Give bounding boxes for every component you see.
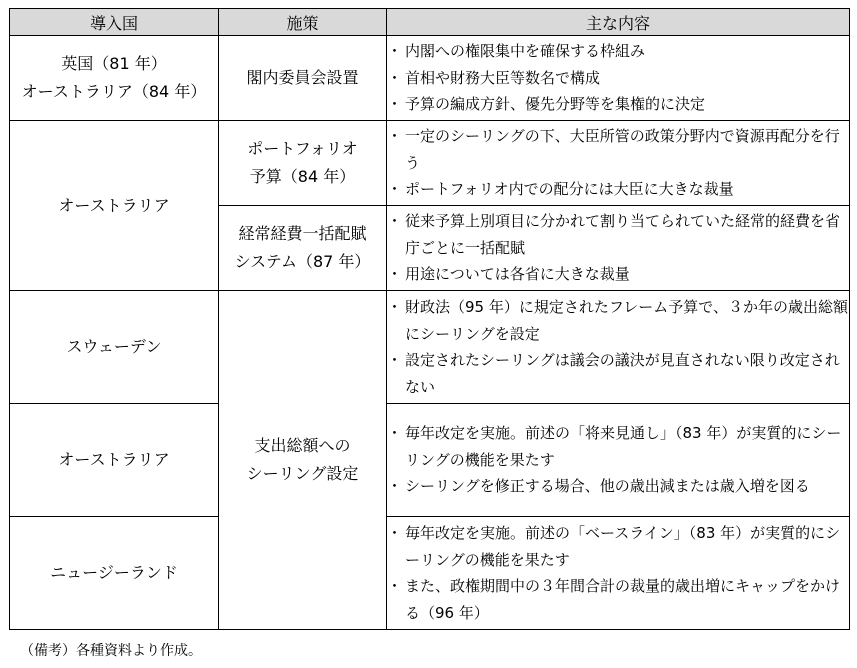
policy-name: 予算（84 年） [249,167,356,186]
policy-name: システム（87 年） [234,252,371,271]
country-name: オーストラリア [58,195,170,215]
content-list [387,208,849,288]
list-item: ・ 毎年改定を実施。前述の「ベースライン」（83 年）が実質的にシーリングの機能を果たす [387,520,849,573]
header-row [10,9,850,36]
policy-name: ポートフォリオ [247,139,358,158]
country-cell [10,36,219,121]
policy-cell [219,121,387,206]
table-row [10,291,850,404]
content-cell [387,121,850,206]
country-name: オーストラリア [58,450,170,469]
list-item: ・ 財政法（95 年）に規定されたフレーム予算で、３か年の歳出総額にシーリングを設定 [387,294,849,347]
content-cell [387,404,850,517]
source-note: （備考）各種資料より作成。 [20,643,202,659]
country-cell [10,121,219,291]
list-item: ・ 設定されたシーリングは議会の議決が見直されない限り改定されない [387,347,849,400]
country-cell [10,404,219,517]
content-list [387,123,849,203]
policy-name: 経常経費一括配賦 [238,224,367,243]
table-row [10,121,850,206]
list-item: ・ 首相や財務大臣等数名で構成 [387,65,849,92]
content-list [387,420,849,500]
table-row [10,36,850,121]
policy-table [9,8,850,630]
country-name: ニュージーランド [50,563,178,582]
content-list [387,38,849,118]
country-cell [10,291,219,404]
country-name: スウェーデン [66,337,162,356]
list-item: ・ また、政権期間中の３年間合計の裁量的歳出増にキャップをかける（96 年） [387,573,849,626]
list-item: ・ 予算の編成方針、優先分野等を集権的に決定 [387,91,849,118]
list-item: ・ 一定のシーリングの下、大臣所管の政策分野内で資源再配分を行う [387,123,849,176]
header-policy: 施策 [219,9,387,36]
list-item: ・ 毎年改定を実施。前述の「将来見通し」（83 年）が実質的にシーリングの機能を果たす [387,420,849,473]
country-cell [10,517,219,630]
policy-name: シーリング設定 [246,464,359,483]
content-list [387,520,849,626]
country-name: オーストラリア（84 年） [21,82,207,101]
policy-name: 閣内委員会設置 [246,68,359,87]
content-cell [387,36,850,121]
table-row [10,404,850,517]
list-item: ・ ポートフォリオ内での配分には大臣に大きな裁量 [387,176,849,203]
country-name: 英国（81 年） [61,54,167,73]
content-list [387,294,849,400]
list-item: ・ 内閣への権限集中を確保する枠組み [387,38,849,65]
list-item: ・ シーリングを修正する場合、他の歳出減または歳入増を図る [387,473,849,500]
list-item: ・ 用途については各省に大きな裁量 [387,261,849,288]
policy-cell [219,206,387,291]
header-content: 主な内容 [387,9,850,36]
table-row [10,517,850,630]
header-country: 導入国 [10,9,219,36]
content-cell [387,291,850,404]
policy-cell [219,36,387,121]
content-cell [387,517,850,630]
policy-cell [219,291,387,630]
content-cell [387,206,850,291]
list-item: ・ 従来予算上別項目に分かれて割り当てられていた経常的経費を省庁ごとに一括配賦 [387,208,849,261]
policy-name: 支出総額への [254,436,351,455]
